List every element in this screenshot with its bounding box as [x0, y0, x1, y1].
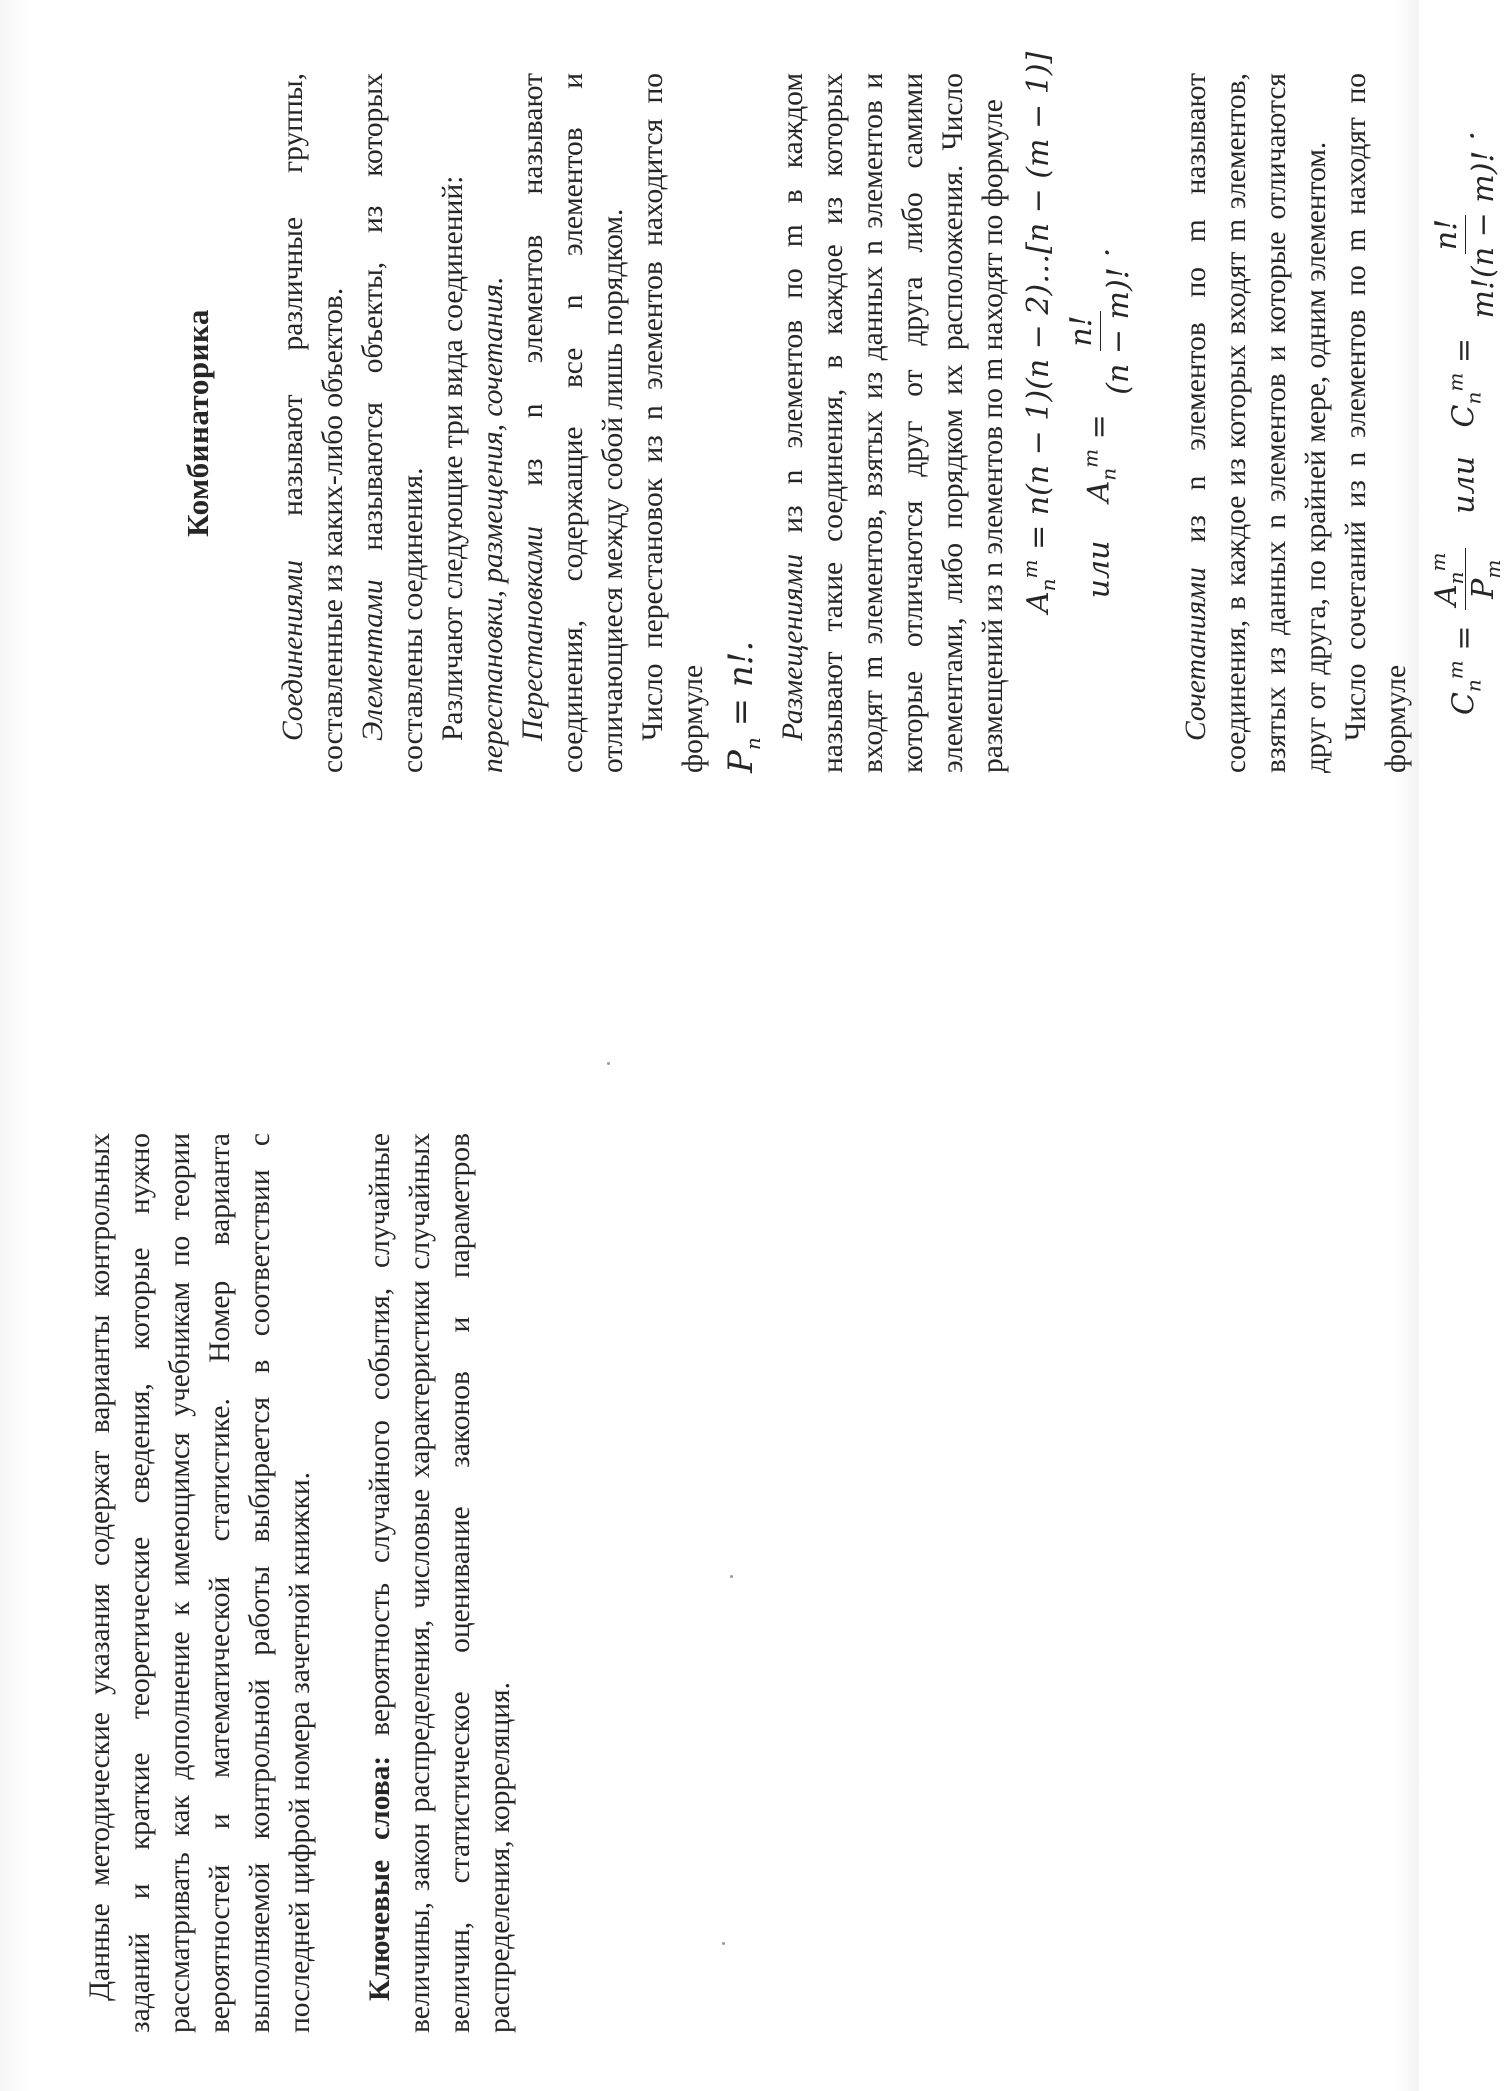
- def-combinations: [1176, 73, 1336, 773]
- def-connections: [273, 73, 353, 773]
- combination-fraction-1: [1426, 548, 1505, 610]
- arrangement-product: = n(n − 1)(n − 2)…[n − (m − 1)]: [1021, 51, 1056, 550]
- section-title: Комбинаторика: [180, 309, 215, 537]
- intro-paragraph: Данные методические указания содержат варианты контрольных заданий и краткие теоретические сведения, которые нужно рассматривать как дополнение к имеющимся учебникам по теории вероятностей и математической статистике. Номер варианта выполняемой контрольной работы выбирается в соответствии с последней цифрой номера зачетной книжки.: [84, 1133, 316, 2033]
- arrangement-formula-factorial: или $A_n^m$ = n! (n − m)! .: [1064, 247, 1136, 599]
- keywords-text: вероятность случайного события, случайные величины, закон распределения, числовые характеристики случайных величин, статистическое оценивание законов и параметров распределения, корреляция.: [364, 1132, 516, 2033]
- def-connections-text: называют различные группы, составленные из каких-либо объектов.: [277, 73, 349, 773]
- kinds-text: Различают следующие три вида соединений:: [437, 175, 469, 741]
- def-permutations-text: из n элементов называют соединения, содержащие все n элементов и отличающиеся между собой лишь порядком.: [517, 73, 629, 773]
- permutation-count-text: Число перестановок из n элементов находится по формуле: [637, 73, 709, 773]
- term-arrangements: Размещениями: [777, 553, 809, 741]
- term-connections: Соединениями: [277, 559, 309, 741]
- combination-formula: $C_n^m$ = $A_n^m$ $P_m$ или $C_n^m$ = n! m!(n − m)! .: [1426, 130, 1505, 716]
- keywords-paragraph: [360, 1133, 520, 2033]
- permutation-formula: $P_n = n$!.: [721, 640, 765, 773]
- right-page: [178, 51, 1507, 773]
- kinds-list: перестановки, размещения, сочетания.: [477, 276, 509, 773]
- combination-denominator-1: $P_m$: [1466, 559, 1505, 599]
- combination-fraction-2: [1430, 147, 1501, 323]
- arrangement-denominator: (n − m)!: [1101, 267, 1136, 395]
- combination-p: P: [1466, 578, 1501, 599]
- left-page: [80, 1133, 520, 2033]
- keywords-label: Ключевые слова:: [364, 1755, 396, 2001]
- term-permutations: Перестановками: [517, 526, 549, 741]
- combination-numerator-1: $A_n^m$: [1430, 548, 1466, 610]
- or-word-2: или: [1446, 456, 1482, 514]
- combination-count-text: Число сочетаний из n элементов по m находят по формуле: [1340, 73, 1412, 773]
- def-permutations: [513, 73, 633, 773]
- def-arrangements: [773, 73, 1013, 773]
- arrangement-numerator: n!: [1065, 311, 1101, 350]
- arrangement-fraction: [1065, 263, 1136, 398]
- def-combinations-text: из n элементов по m называют соединения, в каждое из которых входят m элементов, взятых из данных n элементов и которые отличаются друг от друга, по крайней мере, одним элементом.: [1180, 73, 1332, 773]
- def-arrangements-text: из n элементов по m в каждом называют такие соединения, в каждое из которых входят m элементов, взятых из данных n элементов и которые отличаются друг от друга либо самими элементами, либо порядком их расположения. Число размещений из n элементов по m находят по формуле: [777, 73, 1009, 773]
- combination-denominator-2: m!(n − m)!: [1466, 150, 1501, 319]
- combination-numerator-2: n!: [1430, 215, 1466, 254]
- arrangement-formula-product: $A_n^m = n(n - 1)(n$ − 2)…[n − (m − 1)]: [1018, 51, 1060, 613]
- term-combinations: Сочетаниями: [1180, 567, 1212, 741]
- kinds-paragraph: [433, 73, 513, 773]
- or-word: или: [1081, 540, 1117, 599]
- term-elements: Элементами: [357, 579, 389, 741]
- def-elements-text: называются объекты, из которых составлены соединения.: [357, 73, 429, 773]
- def-elements: [353, 73, 433, 773]
